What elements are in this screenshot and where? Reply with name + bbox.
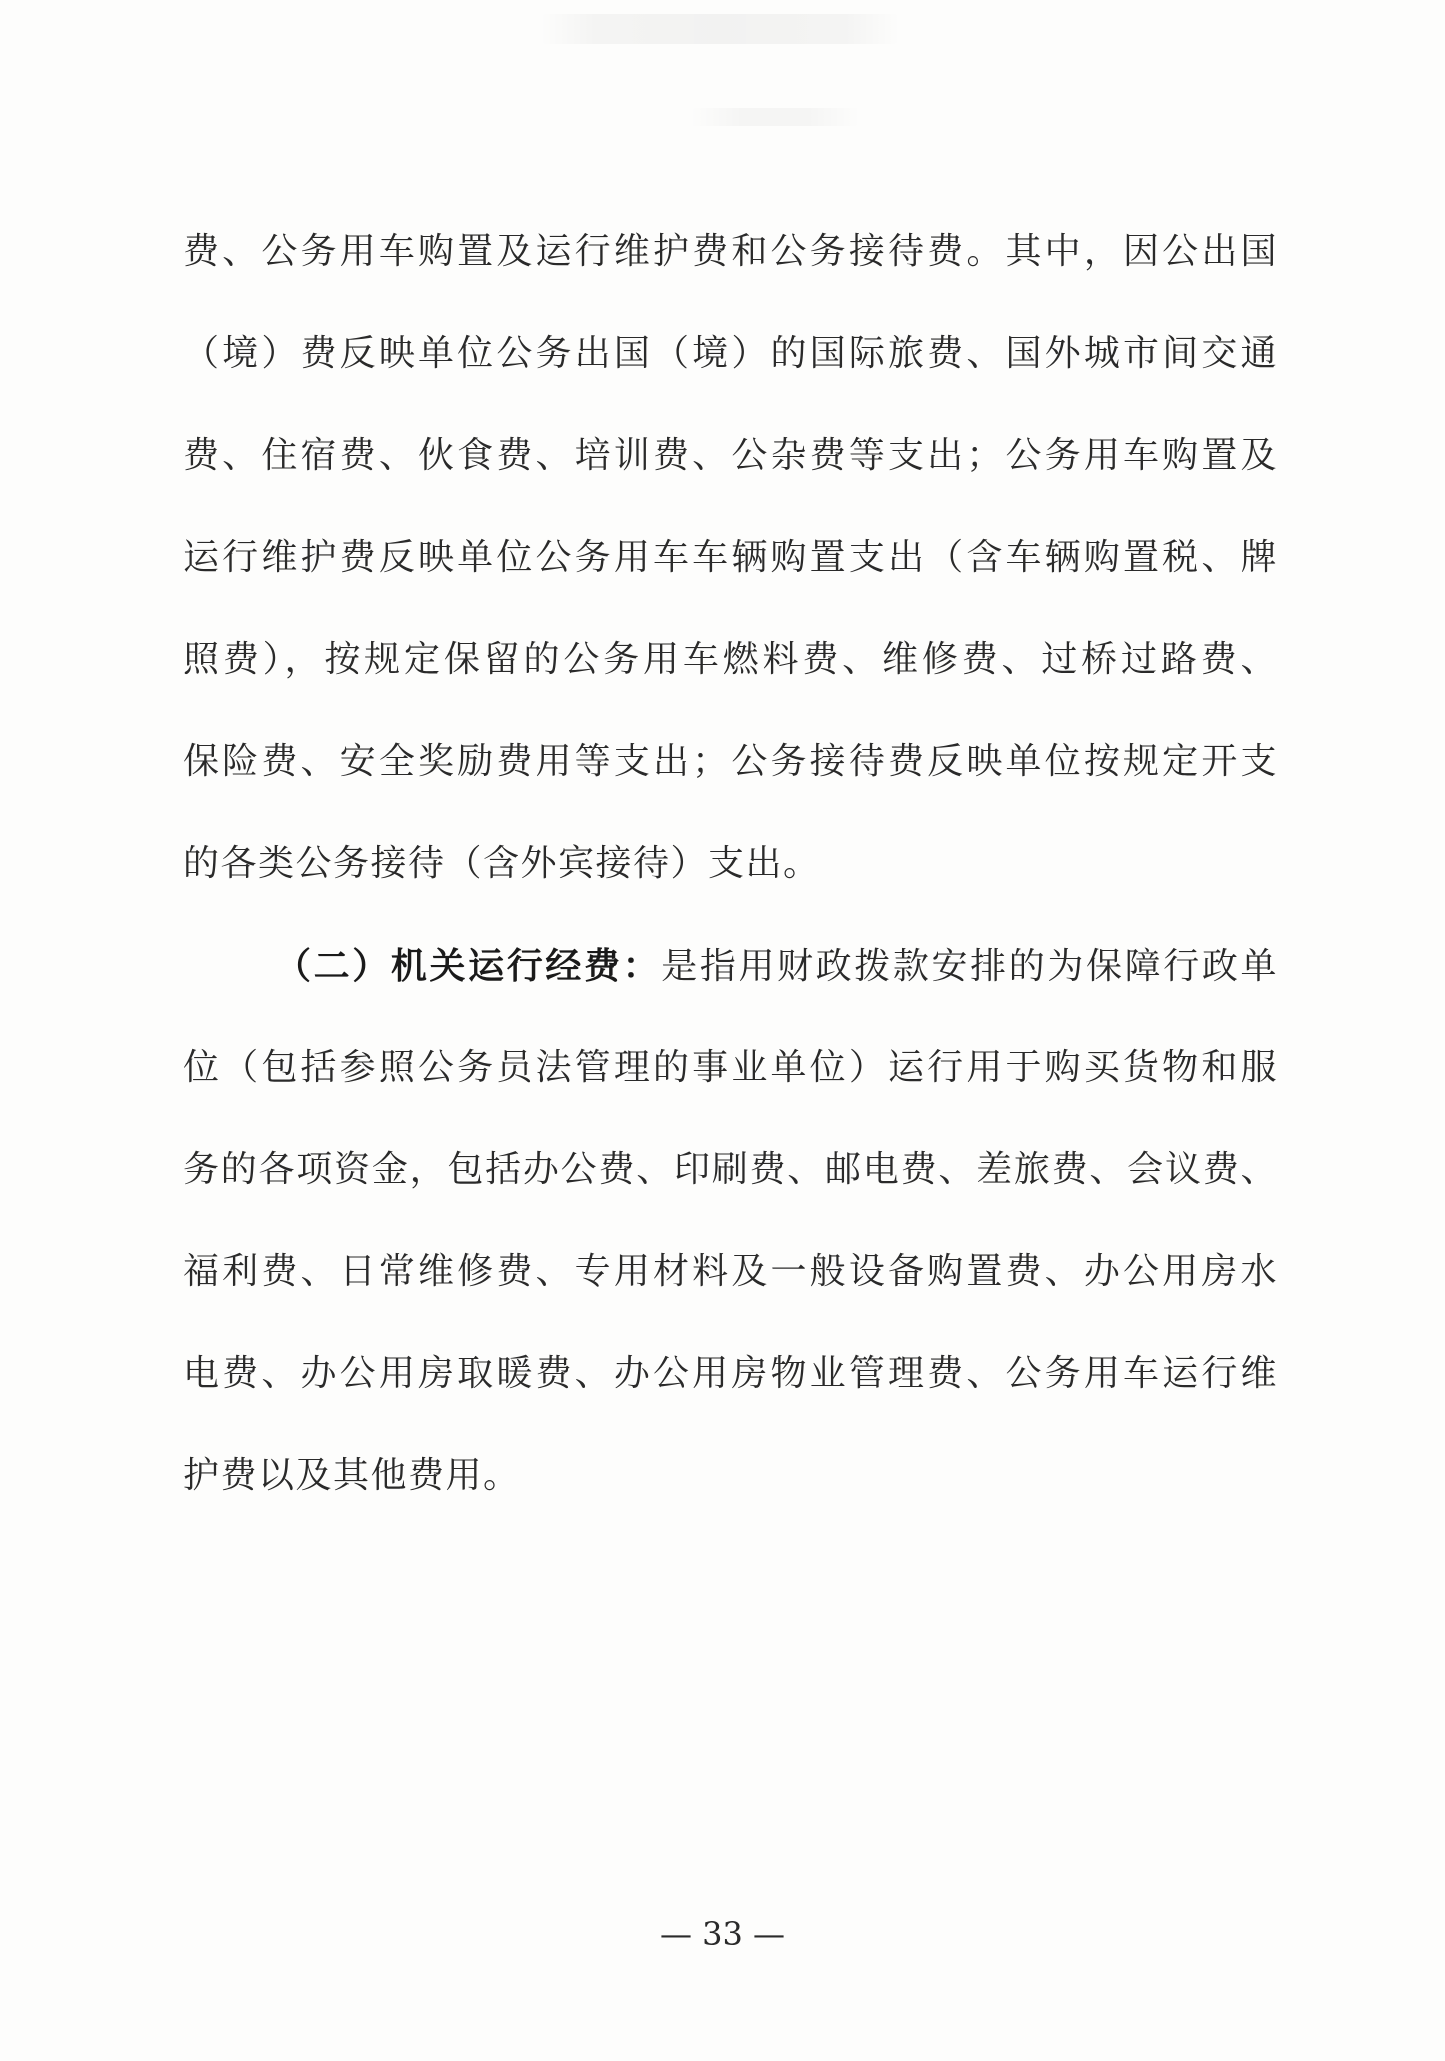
paragraph-2-first-line xyxy=(183,926,1278,1028)
faded-header-bleedthrough xyxy=(540,14,900,44)
paragraph-1-line-5: 照费），按规定保留的公务用车燃料费、维修费、过桥过路费、 xyxy=(183,639,1278,680)
paragraph-2-line-2: 位（包括参照公务员法管理的事业单位）运行用于购买货物和服 xyxy=(183,1047,1278,1088)
page-number: — 33 — xyxy=(659,1915,786,1953)
faded-subheader-bleedthrough xyxy=(690,108,860,126)
paragraph-2-line-3: 务的各项资金，包括办公费、印刷费、邮电费、差旅费、会议费、 xyxy=(183,1149,1278,1190)
paragraph-1-line-7: 的各类公务接待（含外宾接待）支出。 xyxy=(183,843,821,884)
paragraph-1-line-4: 运行维护费反映单位公务用车车辆购置支出（含车辆购置税、牌 xyxy=(183,537,1278,578)
paragraph-1-line-6: 保险费、安全奖励费用等支出；公务接待费反映单位按规定开支 xyxy=(183,741,1278,782)
paragraph-2-line-4: 福利费、日常维修费、专用材料及一般设备购置费、办公用房水 xyxy=(183,1251,1278,1292)
paragraph-1-line-3: 费、住宿费、伙食费、培训费、公杂费等支出；公务用车购置及 xyxy=(183,435,1278,476)
section-heading: （二）机关运行经费： xyxy=(275,945,662,987)
paragraph-1-line-2: （境）费反映单位公务出国（境）的国际旅费、国外城市间交通 xyxy=(183,333,1278,374)
paragraph-2-line-5: 电费、办公用房取暖费、办公用房物业管理费、公务用车运行维 xyxy=(183,1353,1278,1394)
body-text xyxy=(183,212,1278,1538)
paragraph-1-line-1: 费、公务用车购置及运行维护费和公务接待费。其中，因公出国 xyxy=(183,231,1278,272)
paragraph-2-line-6: 护费以及其他费用。 xyxy=(183,1455,521,1496)
paragraph-2-first-line-text: 是指用财政拨款安排的为保障行政单 xyxy=(661,946,1278,987)
